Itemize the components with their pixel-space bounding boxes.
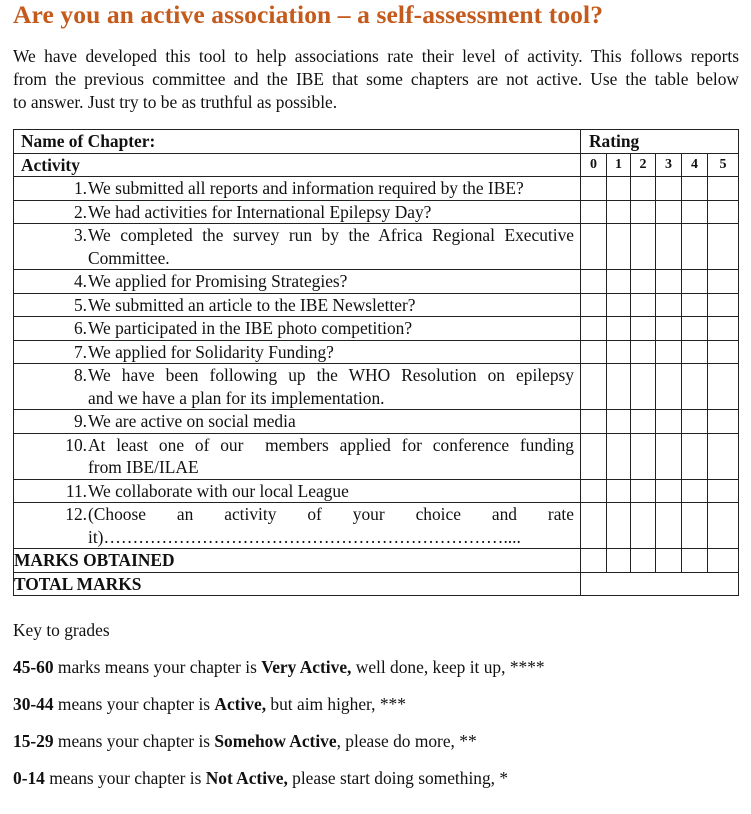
total-marks-row xyxy=(14,572,739,596)
intro-line: We have developed this tool to help associations rate their level of activity. This follows reports xyxy=(13,46,739,66)
rating-cell[interactable] xyxy=(682,293,708,317)
item-text: We submitted an article to the IBE Newsletter? xyxy=(88,294,416,315)
rating-cell[interactable] xyxy=(581,364,607,410)
item-text-continued: it)…………………………………………………………….... xyxy=(88,526,521,547)
rating-cell[interactable] xyxy=(708,503,739,549)
rating-cell[interactable] xyxy=(581,503,607,549)
item-text: We are active on social media xyxy=(88,411,296,431)
rating-scale-4: 4 xyxy=(682,153,708,177)
rating-cell[interactable] xyxy=(631,317,656,341)
rating-cell[interactable] xyxy=(607,433,631,479)
item-number: 2. xyxy=(73,201,87,222)
item-text: (Choose an activity of your choice and rate xyxy=(88,504,574,524)
item-number: 8. xyxy=(73,365,87,385)
rating-cell[interactable] xyxy=(708,479,739,503)
rating-cell[interactable] xyxy=(631,293,656,317)
marks-obtained-label: MARKS OBTAINED xyxy=(14,549,581,573)
item-number: 1. xyxy=(73,178,87,198)
item-number: 9. xyxy=(73,411,87,431)
rating-cell[interactable] xyxy=(607,177,631,201)
rating-cell[interactable] xyxy=(656,364,682,410)
table-subheader-row xyxy=(14,153,739,177)
rating-cell[interactable] xyxy=(708,410,739,434)
table-row xyxy=(14,317,739,341)
grade-line: 0-14 means your chapter is Not Active, please start doing something, * xyxy=(13,768,509,788)
item-number: 7. xyxy=(73,341,87,362)
rating-cell[interactable] xyxy=(708,270,739,294)
rating-cell[interactable] xyxy=(581,340,607,364)
item-number: 3. xyxy=(73,225,87,245)
item-number: 4. xyxy=(73,271,87,291)
rating-scale-2: 2 xyxy=(631,153,656,177)
item-text: We participated in the IBE photo competition? xyxy=(88,318,413,338)
rating-cell[interactable] xyxy=(682,317,708,341)
rating-cell[interactable] xyxy=(581,270,607,294)
rating-cell[interactable] xyxy=(656,503,682,549)
total-marks-label: TOTAL MARKS xyxy=(14,572,581,596)
rating-cell[interactable] xyxy=(581,479,607,503)
grade-line: 45-60 marks means your chapter is Very Active, well done, keep it up, **** xyxy=(13,657,545,677)
item-number: 12. xyxy=(65,504,87,524)
item-text: At least one of our members applied for conference funding xyxy=(88,434,574,455)
marks-obtained-row xyxy=(14,549,739,573)
rating-cell[interactable] xyxy=(708,340,739,364)
item-text: We applied for Solidarity Funding? xyxy=(88,341,334,362)
item-text: We submitted all reports and information required by the IBE? xyxy=(88,178,524,198)
rating-cell[interactable] xyxy=(708,224,739,270)
item-text: We applied for Promising Strategies? xyxy=(88,271,348,291)
rating-cell[interactable] xyxy=(581,410,607,434)
rating-cell[interactable] xyxy=(682,200,708,224)
rating-cell[interactable] xyxy=(682,340,708,364)
item-text: We collaborate with our local League xyxy=(88,480,349,501)
item-number: 11. xyxy=(65,480,87,501)
item-text-continued: Committee. xyxy=(88,247,170,268)
rating-header: Rating xyxy=(581,130,739,154)
table-header-row xyxy=(14,130,739,154)
rating-scale-0: 0 xyxy=(581,153,607,177)
rating-cell[interactable] xyxy=(607,364,631,410)
table-row xyxy=(14,503,739,549)
rating-cell[interactable] xyxy=(708,364,739,410)
rating-cell[interactable] xyxy=(607,224,631,270)
rating-cell[interactable] xyxy=(682,410,708,434)
rating-scale-3: 3 xyxy=(656,153,682,177)
table-row xyxy=(14,177,739,201)
activity-header: Activity xyxy=(14,153,581,177)
rating-cell[interactable] xyxy=(631,177,656,201)
rating-cell[interactable] xyxy=(708,200,739,224)
rating-cell[interactable] xyxy=(631,433,656,479)
table-row xyxy=(14,433,739,479)
table-row xyxy=(14,270,739,294)
rating-cell[interactable] xyxy=(581,200,607,224)
rating-cell[interactable] xyxy=(581,317,607,341)
rating-cell[interactable] xyxy=(682,177,708,201)
rating-cell[interactable] xyxy=(631,549,656,573)
rating-cell[interactable] xyxy=(656,317,682,341)
grade-line: 15-29 means your chapter is Somehow Active, please do more, ** xyxy=(13,731,477,751)
rating-cell[interactable] xyxy=(656,549,682,573)
intro-line: from the previous committee and the IBE that some chapters are not active. Use the table below xyxy=(13,69,739,89)
table-row xyxy=(14,479,739,503)
rating-cell[interactable] xyxy=(631,200,656,224)
intro-paragraph xyxy=(13,45,739,114)
rating-cell[interactable] xyxy=(682,224,708,270)
item-text: We had activities for International Epilepsy Day? xyxy=(88,201,432,222)
rating-cell[interactable] xyxy=(607,340,631,364)
rating-cell[interactable] xyxy=(607,200,631,224)
item-number: 6. xyxy=(73,318,87,338)
grade-line: 30-44 means your chapter is Active, but aim higher, *** xyxy=(13,694,406,714)
rating-cell[interactable] xyxy=(581,177,607,201)
rating-cell[interactable] xyxy=(607,317,631,341)
rating-cell[interactable] xyxy=(656,410,682,434)
item-number: 5. xyxy=(73,294,87,315)
rating-scale-5: 5 xyxy=(708,153,739,177)
rating-cell[interactable] xyxy=(631,364,656,410)
rating-cell[interactable] xyxy=(656,479,682,503)
rating-cell[interactable] xyxy=(631,479,656,503)
rating-cell[interactable] xyxy=(607,293,631,317)
rating-cell[interactable] xyxy=(581,224,607,270)
rating-cell[interactable] xyxy=(631,503,656,549)
key-heading: Key to grades xyxy=(13,620,110,640)
rating-cell[interactable] xyxy=(682,549,708,573)
rating-cell[interactable] xyxy=(656,340,682,364)
rating-cell[interactable] xyxy=(631,410,656,434)
rating-cell[interactable] xyxy=(656,270,682,294)
rating-cell[interactable] xyxy=(607,503,631,549)
rating-cell[interactable] xyxy=(682,479,708,503)
rating-cell[interactable] xyxy=(656,200,682,224)
page-title: Are you an active association – a self-assessment tool? xyxy=(13,0,604,29)
total-marks-cell[interactable] xyxy=(581,572,739,596)
rating-cell[interactable] xyxy=(607,479,631,503)
rating-cell[interactable] xyxy=(581,433,607,479)
table-row xyxy=(14,293,739,317)
rating-cell[interactable] xyxy=(708,549,739,573)
item-text-continued: and we have a plan for its implementation. xyxy=(88,387,385,408)
rating-cell[interactable] xyxy=(708,177,739,201)
intro-line: to answer. Just try to be as truthful as possible. xyxy=(13,92,338,112)
table-row xyxy=(14,340,739,364)
rating-cell[interactable] xyxy=(682,364,708,410)
rating-cell[interactable] xyxy=(607,549,631,573)
chapter-name-label: Name of Chapter: xyxy=(14,130,581,154)
rating-cell[interactable] xyxy=(708,293,739,317)
rating-cell[interactable] xyxy=(581,549,607,573)
rating-cell[interactable] xyxy=(682,270,708,294)
item-text: We have been following up the WHO Resolution on epilepsy xyxy=(88,365,574,385)
rating-cell[interactable] xyxy=(656,224,682,270)
self-assessment-table xyxy=(13,129,739,596)
rating-cell[interactable] xyxy=(631,340,656,364)
rating-cell[interactable] xyxy=(656,177,682,201)
rating-cell[interactable] xyxy=(607,270,631,294)
table-row xyxy=(14,200,739,224)
rating-cell[interactable] xyxy=(708,317,739,341)
rating-cell[interactable] xyxy=(607,410,631,434)
item-text-continued: from IBE/ILAE xyxy=(88,457,199,477)
rating-cell[interactable] xyxy=(631,224,656,270)
rating-cell[interactable] xyxy=(656,293,682,317)
rating-cell[interactable] xyxy=(708,433,739,479)
rating-cell[interactable] xyxy=(581,293,607,317)
rating-cell[interactable] xyxy=(656,433,682,479)
item-number: 10. xyxy=(65,434,87,455)
table-row xyxy=(14,224,739,270)
rating-cell[interactable] xyxy=(682,503,708,549)
rating-cell[interactable] xyxy=(682,433,708,479)
table-row xyxy=(14,364,739,410)
item-text: We completed the survey run by the Africa Regional Executive xyxy=(88,225,574,245)
rating-cell[interactable] xyxy=(631,270,656,294)
table-row xyxy=(14,410,739,434)
rating-scale-1: 1 xyxy=(607,153,631,177)
